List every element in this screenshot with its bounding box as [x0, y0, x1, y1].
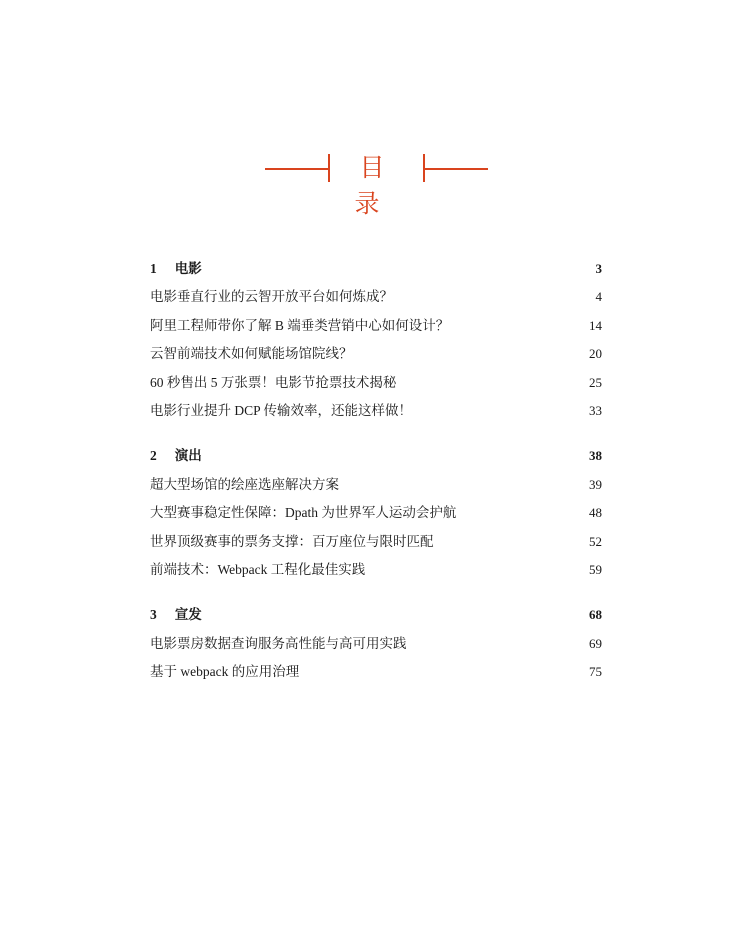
- section-page-number: 68: [589, 607, 602, 623]
- toc-section-heading[interactable]: [150, 442, 602, 470]
- toc-entry[interactable]: [150, 340, 602, 368]
- title-left-bar: [328, 154, 330, 182]
- toc-section: [150, 255, 602, 425]
- toc-entry-label: 60 秒售出 5 万张票！电影节抢票技术揭秘: [150, 374, 397, 390]
- section-title: 电影: [174, 261, 202, 276]
- section-number: 1: [150, 261, 157, 276]
- toc-entry-label: 电影票房数据查询服务高性能与高可用实践: [150, 635, 407, 651]
- toc-section: [150, 601, 602, 686]
- section-title: 宣发: [174, 607, 202, 623]
- toc-entry-page: 59: [589, 561, 602, 577]
- toc-title-block: [265, 150, 490, 218]
- toc-entry-label: 电影垂直行业的云智开放平台如何炼成？: [150, 289, 393, 305]
- table-of-contents: [150, 255, 602, 703]
- section-page-number: 3: [595, 261, 602, 276]
- toc-entry[interactable]: [150, 312, 602, 340]
- toc-entry-page: 4: [595, 289, 602, 305]
- toc-entry[interactable]: [150, 283, 602, 311]
- section-page-number: 38: [589, 448, 602, 464]
- section-heading-label: [150, 255, 202, 283]
- section-title: 演出: [174, 448, 202, 464]
- toc-entry-label: 前端技术：Webpack 工程化最佳实践: [150, 561, 366, 577]
- section-number: 3: [150, 607, 157, 623]
- toc-entry[interactable]: [150, 630, 602, 658]
- toc-entry-label: 基于 webpack 的应用治理: [150, 664, 300, 680]
- toc-entry-label: 超大型场馆的绘座选座解决方案: [150, 476, 339, 492]
- section-heading-label: [150, 601, 202, 629]
- toc-section-heading[interactable]: [150, 255, 602, 283]
- toc-section-heading[interactable]: [150, 601, 602, 629]
- page-title: 目 录: [354, 153, 405, 218]
- toc-entry-label: 云智前端技术如何赋能场馆院线？: [150, 346, 353, 362]
- toc-entry-label: 世界顶级赛事的票务支撑：百万座位与限时匹配: [150, 533, 434, 549]
- toc-entry[interactable]: [150, 471, 602, 499]
- toc-entry[interactable]: [150, 499, 602, 527]
- toc-entry-page: 14: [589, 317, 602, 333]
- toc-entry-label: 大型赛事稳定性保障：Dpath 为世界军人运动会护航: [150, 505, 457, 521]
- toc-entry[interactable]: [150, 658, 602, 686]
- toc-entry-page: 48: [589, 505, 602, 521]
- toc-entry-label: 电影行业提升 DCP 传输效率，还能这样做！: [150, 402, 413, 418]
- toc-entry[interactable]: [150, 397, 602, 425]
- toc-entry-page: 75: [589, 664, 602, 680]
- toc-entry-page: 33: [589, 402, 602, 418]
- toc-entry-page: 39: [589, 476, 602, 492]
- section-number: 2: [150, 448, 157, 464]
- toc-entry[interactable]: [150, 556, 602, 584]
- title-right-rule: [425, 168, 488, 170]
- toc-entry-page: 69: [589, 635, 602, 651]
- toc-entry[interactable]: [150, 528, 602, 556]
- toc-entry-page: 25: [589, 374, 602, 390]
- toc-entry-page: 52: [589, 533, 602, 549]
- toc-entry-page: 20: [589, 346, 602, 362]
- section-heading-label: [150, 442, 202, 470]
- title-left-rule: [265, 168, 328, 170]
- toc-section: [150, 442, 602, 584]
- toc-entry-label: 阿里工程师带你了解 B 端垂类营销中心如何设计？: [150, 317, 450, 333]
- toc-entry[interactable]: [150, 369, 602, 397]
